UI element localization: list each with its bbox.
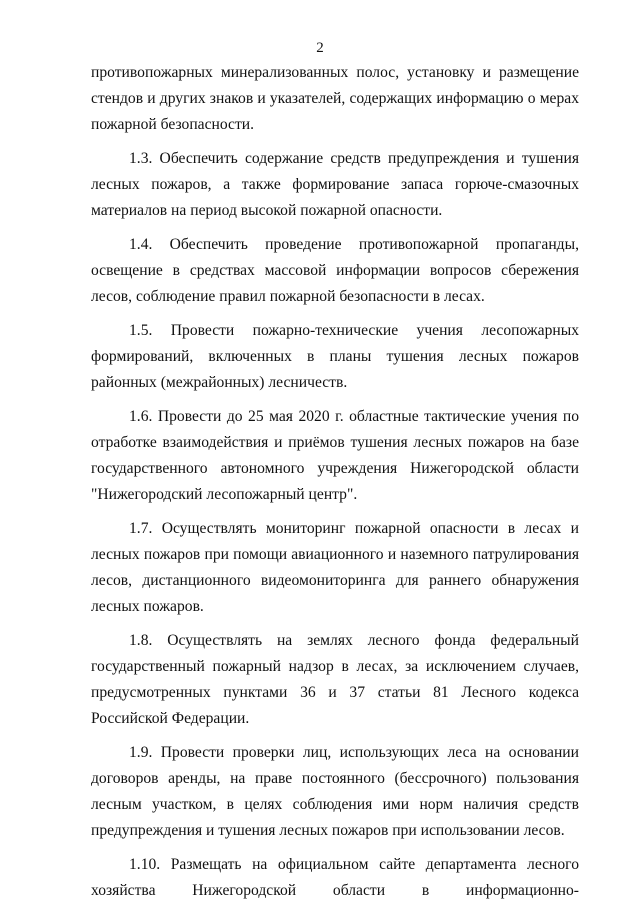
paragraph-1-6: 1.6. Провести до 25 мая 2020 г. областные тактические учения по отработке взаимодействия и приёмов тушения лесных пожаров на базе государственного автономного учреждения Нижегородской области "Нижегородский лесопожарный центр". [91,408,579,503]
paragraph-1-10: 1.10. Размещать на официальном сайте департамента лесного хозяйства Нижегородской области в информационно- [91,856,579,899]
page-number: 2 [316,40,324,56]
document-body [91,60,579,912]
paragraph-1-9: 1.9. Провести проверки лиц, использующих леса на основании договоров аренды, на праве постоянного (бессрочного) пользования лесным участком, в целях соблюдения ими норм наличия средств предупреждения и тушения лесных пожаров при использовании лесов. [91,744,579,839]
paragraph-1-8: 1.8. Осуществлять на землях лесного фонда федеральный государственный пожарный надзор в лесах, за исключением случаев, предусмотренных пунктами 36 и 37 статьи 81 Лесного кодекса Российской Федерации. [91,632,579,727]
paragraph-1-4: 1.4. Обеспечить проведение противопожарной пропаганды, освещение в средствах массовой информации вопросов сбережения лесов, соблюдение правил пожарной безопасности в лесах. [91,236,579,305]
paragraph-continuation: противопожарных минерализованных полос, установку и размещение стендов и других знаков и указателей, содержащих информацию о мерах пожарной безопасности. [91,64,579,133]
paragraph-1-3: 1.3. Обеспечить содержание средств предупреждения и тушения лесных пожаров, а также формирование запаса горюче-смазочных материалов на период высокой пожарной опасности. [91,150,579,219]
paragraph-1-5: 1.5. Провести пожарно-технические учения лесопожарных формирований, включенных в планы тушения лесных пожаров районных (межрайонных) лесничеств. [91,322,579,391]
paragraph-1-7: 1.7. Осуществлять мониторинг пожарной опасности в лесах и лесных пожаров при помощи авиационного и наземного патрулирования лесов, дистанционного видеомониторинга для раннего обнаружения лесных пожаров. [91,520,579,615]
